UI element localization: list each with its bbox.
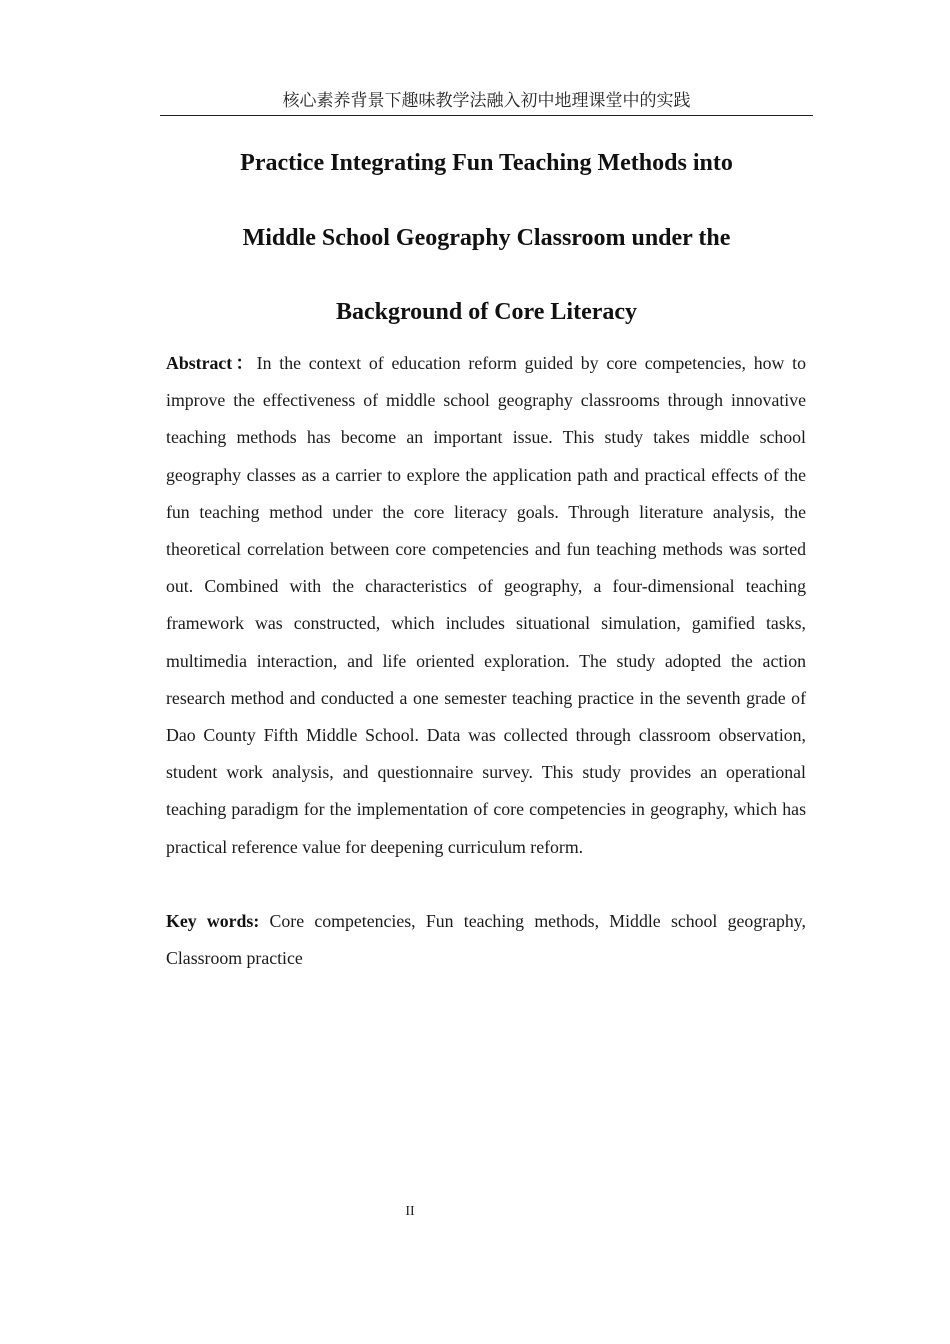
- running-title: 核心素养背景下趣味教学法融入初中地理课堂中的实践: [282, 91, 691, 111]
- running-header: [160, 88, 813, 116]
- abstract-label: Abstract：: [166, 353, 257, 373]
- keywords-paragraph: [166, 903, 806, 977]
- title-line-1: Practice Integrating Fun Teaching Methods into: [240, 150, 733, 176]
- abstract-text: In the context of education reform guided by core competencies, how to improve the effectiveness of middle school geography classrooms through innovative teaching methods has become an important issue. This study takes middle school geography classes as a carrier to explore the application path and practical effects of the fun teaching method under the core literacy goals. Through literature analysis, the theoretical correlation between core competencies and fun teaching methods was sorted out. Combined with the characteristics of geography, a four-dimensional teaching framework was constructed, which includes situational simulation, gamified tasks, multimedia interaction, and life oriented exploration. The study adopted the action research method and conducted a one semester teaching practice in the seventh grade of Dao County Fifth Middle School. Data was collected through classroom observation, student work analysis, and questionnaire survey. This study provides an operational teaching paradigm for the implementation of core competencies in geography, which has practical reference value for deepening curriculum reform.: [166, 353, 807, 857]
- page-number: II: [405, 1204, 415, 1219]
- paper-title: [160, 126, 813, 350]
- title-line-3: Background of Core Literacy: [335, 299, 638, 325]
- title-line-2: Middle School Geography Classroom under the: [242, 224, 731, 251]
- keywords-text: Core competencies, Fun teaching methods, Middle school geography, Classroom practice: [166, 911, 806, 969]
- keywords-label: Key words:: [166, 911, 260, 931]
- abstract-paragraph: [166, 345, 806, 866]
